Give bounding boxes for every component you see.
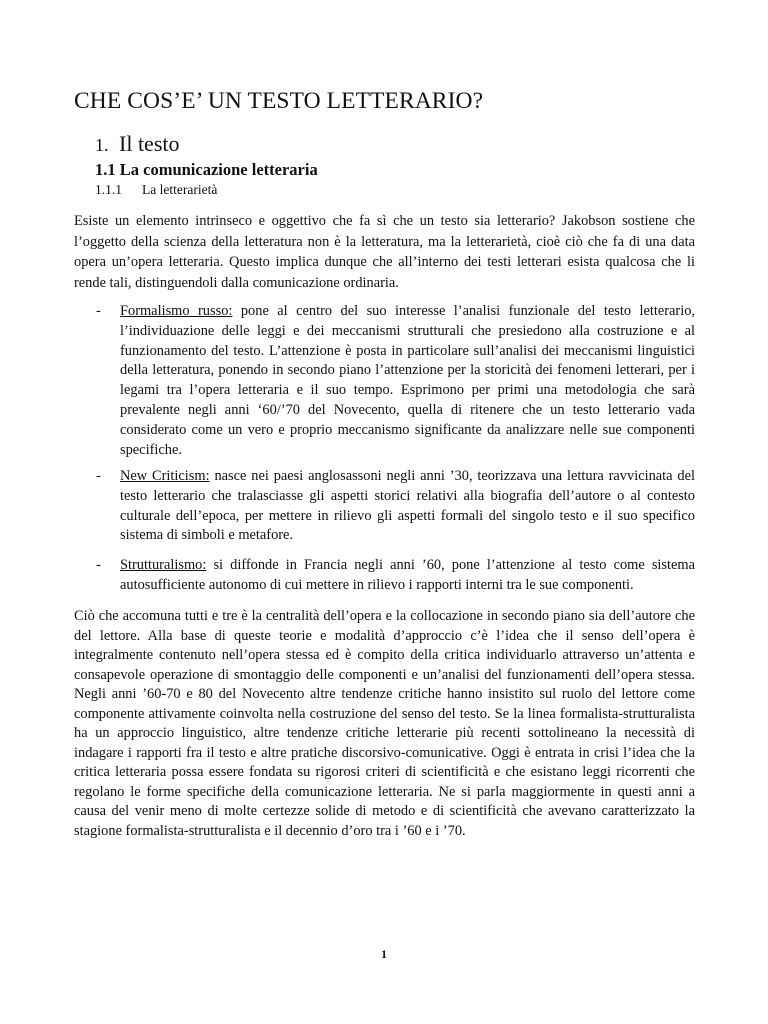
bullet-dash: -: [96, 303, 101, 319]
list-item-text: pone al centro del suo interesse l’analisi funzionale del testo letterario, l’individuazione delle leggi e dei meccanismi strutturali che presiedono alla costruzione e al funzionamento del testo. L’attenzione è posta in particolare sull’analisi dei meccanismi linguistici della letteratura, ponendo in secondo piano l’attenzione per la storicità dei fenomeni letterari, per i legami tra l’opera letteraria e il suo tempo. Esprimono per primi una metodologia che sarà prevalente negli anni ‘60/’70 del Novecento, quella di ritenere che un testo letterario vada considerato come un vero e proprio meccanismo significante da analizzare nelle sue componenti specifiche.: [120, 303, 696, 458]
section-label: Il testo: [119, 131, 180, 156]
subsubsection-heading: [95, 182, 217, 198]
subsection-heading: 1.1 La comunicazione letteraria: [95, 160, 318, 179]
list-item-formalismo: [74, 302, 695, 460]
subsubsection-label: La letterarietà: [142, 182, 218, 197]
closing-paragraph: Ciò che accomuna tutti e tre è la centralità dell’opera e la collocazione in secondo piano sia dell’autore che del lettore. Alla base di queste teorie e modalità d’approccio c’è l’idea che il senso dell’opera è integralmente contenuto nell’opera stessa ed è compito della critica individuarlo attraverso un’attenta e consapevole operazione di smontaggio delle componenti e un’analisi del funzionamenti dell’opera stessa. Negli anni ’60-70 e 80 del Novecento altre tendenze critiche hanno insistito sul ruolo del lettore come componente attivamente coinvolta nella costruzione del senso del testo. Se la linea formalista-strutturalista ha un approccio linguistico, altre tendenze critiche letterarie più recenti sottolineano la necessità di indagare i rapporti fra il testo e altre pratiche discorsivo-comunicative. Oggi è entrata in crisi l’idea che la critica letteraria possa essere fondata su rigorosi criteri di scientificità e che esistano leggi ricorrenti che regolano le forme specifiche della comunicazione letteraria. Ne si parla maggiormente in questi anni a causa del venir meno di molte certezze solide di metodo e di scientificità che avevano caratterizzato la stagione formalista-strutturalista e il decennio d’oro tra i ’60 e i ’70.: [74, 608, 695, 839]
document-title: CHE COS’E’ UN TESTO LETTERARIO?: [74, 88, 484, 114]
subsubsection-number: 1.1.1: [95, 182, 122, 197]
term-strutturalismo: Strutturalismo:: [120, 557, 207, 573]
page-number: 1: [381, 947, 387, 961]
list-item-strutturalismo: [74, 556, 695, 596]
section-heading: [95, 131, 180, 157]
list-item-text: si diffonde in Francia negli anni ’60, pone l’attenzione al testo come sistema autosufficiente autonomo di cui mettere in rilievo i rapporti interni tra le sue componenti.: [120, 557, 695, 593]
bullet-dash: -: [96, 557, 101, 573]
list-item-body: [120, 302, 695, 460]
section-number: 1.: [95, 135, 109, 155]
intro-paragraph: Esiste un elemento intrinseco e oggettivo che fa sì che un testo sia letterario? Jakobson sostiene che l’oggetto della scienza della letteratura non è la letteratura, ma la letterarietà, cioè ciò che fa di una data opera un’opera letteraria. Questo implica dunque che all’interno dei testi letterari esista qualcosa che li rende tali, distinguendoli dalla comunicazione ordinaria.: [74, 213, 695, 291]
list-item-new-criticism: [74, 467, 695, 546]
term-new-criticism: New Criticism:: [120, 468, 210, 484]
list-item-body: [120, 467, 695, 546]
list-item-text: nasce nei paesi anglosassoni negli anni ’30, teorizzava una lettura ravvicinata del testo letterario che tralasciasse gli aspetti storici relativi alla biografia dell’autore o al contesto culturale dell’epoca, per mettere in rilievo gli aspetti formali del singolo testo e il suo specifico sistema di simboli e metafore.: [120, 468, 695, 544]
term-formalismo: Formalismo russo:: [120, 303, 233, 319]
bullet-dash: -: [96, 468, 101, 484]
list-item-body: [120, 556, 695, 596]
